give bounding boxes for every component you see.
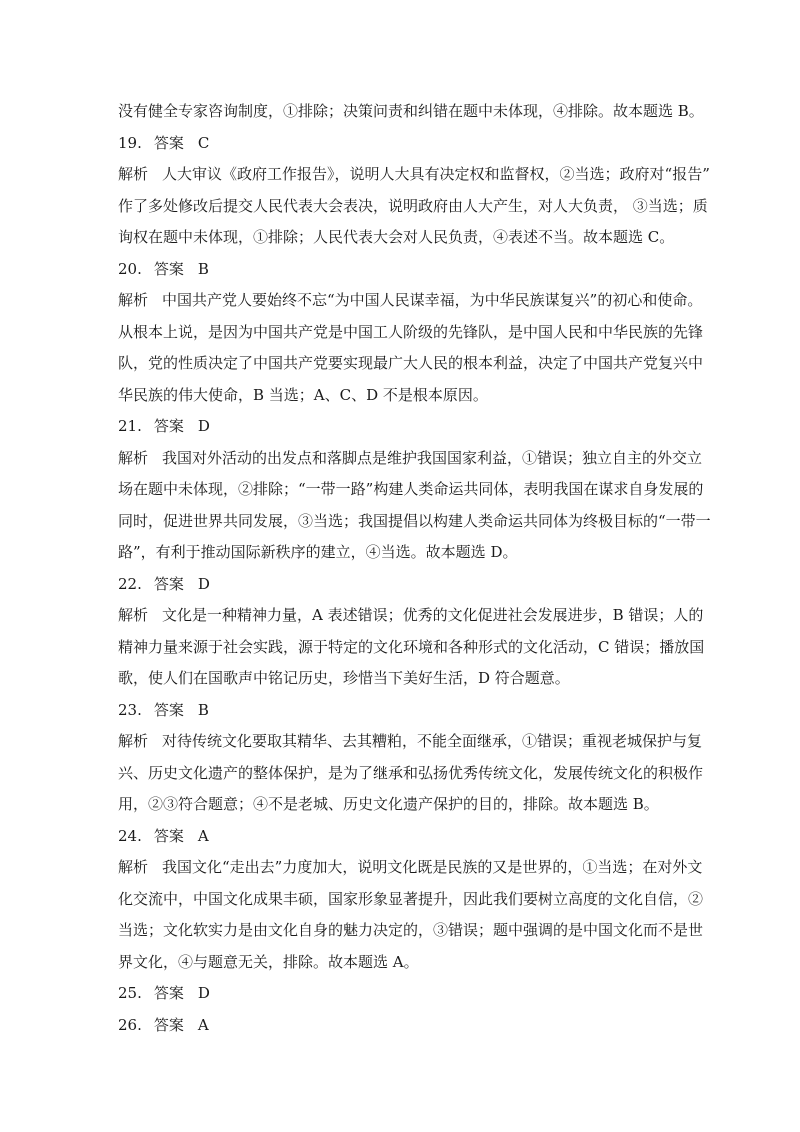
answer-label: 答案 — [153, 826, 184, 845]
answer-label: 答案 — [153, 1015, 184, 1034]
answer-line — [118, 695, 684, 727]
explanation-text: 中国共产党人要始终不忘“为中国人民谋幸福，为中华民族谋复兴”的初心和使命。 — [162, 291, 703, 309]
explanation-text: 人大审议《政府工作报告》，说明人大具有决定权和监督权，②当选；政府对“报告” — [162, 165, 710, 183]
answer-value: B — [197, 259, 209, 278]
explanation-text: 对待传统文化要取其精华、去其糟粕，不能全面继承，①错误；重视老城保护与复 — [162, 732, 703, 750]
explanation-text-line: 界文化，④与题意无关，排除。故本题选 A。 — [118, 952, 419, 971]
answer-value: D — [197, 984, 210, 1002]
explanation-text-line: 没有健全专家咨询制度，①排除；决策问责和纠错在题中未体现，④排除。故本题选 B。 — [118, 102, 704, 120]
explanation-text-line: 询权在题中未体现，①排除；人民代表大会对人民负责，④表述不当。故本题选 C。 — [118, 228, 675, 246]
answer-value: D — [197, 574, 210, 593]
explanation-text-line: 作了多处修改后提交人民代表大会表决，说明政府由人大产生，对人大负责， ③当选；质 — [118, 196, 708, 215]
answer-line — [118, 128, 684, 160]
answer-label: 答案 — [153, 417, 184, 435]
question-number: 24. — [118, 826, 142, 845]
explanation-first-line — [118, 726, 703, 758]
explanation-first-line — [118, 443, 703, 475]
explanation-first-line — [118, 159, 710, 191]
question-number: 25. — [118, 984, 142, 1002]
question-number: 22. — [118, 574, 142, 593]
explanation-text-line: 歌，使人们在国歌声中铭记历史，珍惜当下美好生活，D 符合题意。 — [118, 669, 570, 687]
explanation-first-line — [118, 852, 703, 884]
answer-label: 答案 — [153, 574, 184, 593]
answer-line — [118, 411, 684, 443]
question-number: 20. — [118, 259, 142, 278]
explanation-text-line: 队，党的性质决定了中国共产党要实现最广大人民的根本利益，决定了中国共产党复兴中 — [118, 354, 704, 372]
answer-label: 答案 — [153, 984, 184, 1002]
answer-value: B — [197, 700, 209, 719]
explanation-text-line: 精神力量来源于社会实践，源于特定的文化环境和各种形式的文化活动，C 错误；播放国 — [118, 637, 705, 656]
explanation-label: 解析 — [118, 858, 149, 876]
answer-value: A — [197, 826, 209, 845]
explanation-label: 解析 — [118, 165, 149, 183]
answer-line — [118, 978, 684, 1010]
document-page — [118, 96, 711, 1041]
explanation-text-line: 从根本上说，是因为中国共产党是中国工人阶级的先锋队，是中国人民和中华民族的先锋 — [118, 322, 704, 341]
question-number: 26. — [118, 1015, 142, 1034]
explanation-text-line: 兴、历史文化遗产的整体保护，是为了继承和弘扬优秀传统文化，发展传统文化的积极作 — [118, 763, 704, 782]
explanation-text-line: 路”，有利于推动国际新秩序的建立，④当选。故本题选 D。 — [118, 543, 518, 561]
answer-line — [118, 1010, 684, 1042]
explanation-label: 解析 — [118, 291, 149, 309]
explanation-text-line: 化交流中，中国文化成果丰硕，国家形象显著提升，因此我们要树立高度的文化自信，② — [118, 889, 704, 908]
explanation-text: 我国文化“走出去”力度加大，说明文化既是民族的又是世界的，①当选；在对外文 — [162, 858, 703, 876]
explanation-text-line: 华民族的伟大使命，B 当选；A、C、D 不是根本原因。 — [118, 385, 488, 404]
explanation-label: 解析 — [118, 606, 149, 624]
answer-label: 答案 — [153, 700, 184, 719]
explanation-text-line: 场在题中未体现，②排除；“一带一路”构建人类命运共同体，表明我国在谋求自身发展的 — [118, 480, 704, 498]
explanation-first-line — [118, 600, 704, 632]
question-number: 19. — [118, 133, 142, 152]
answer-line — [118, 569, 684, 601]
question-number: 23. — [118, 700, 142, 719]
explanation-text: 我国对外活动的出发点和落脚点是维护我国国家利益，①错误；独立自主的外交立 — [162, 448, 703, 467]
answer-value: D — [197, 417, 210, 435]
explanation-text: 文化是一种精神力量，A 表述错误；优秀的文化促进社会发展进步，B 错误；人的 — [162, 606, 704, 624]
explanation-label: 解析 — [118, 732, 149, 750]
answer-value: A — [197, 1015, 209, 1034]
explanation-text-line: 用，②③符合题意；④不是老城、历史文化遗产保护的目的，排除。故本题选 B。 — [118, 795, 659, 813]
answer-label: 答案 — [153, 133, 184, 152]
answer-line — [118, 821, 684, 853]
answer-value: C — [197, 133, 210, 152]
answer-label: 答案 — [153, 259, 184, 278]
explanation-first-line — [118, 285, 703, 317]
question-number: 21. — [118, 417, 142, 435]
explanation-label: 解析 — [118, 448, 149, 467]
explanation-text-line: 同时，促进世界共同发展，③当选；我国提倡以构建人类命运共同体为终极目标的“一带一 — [118, 511, 711, 530]
explanation-text-line: 当选；文化软实力是由文化自身的魅力决定的，③错误；题中强调的是中国文化而不是世 — [118, 921, 704, 939]
answer-line — [118, 254, 684, 286]
